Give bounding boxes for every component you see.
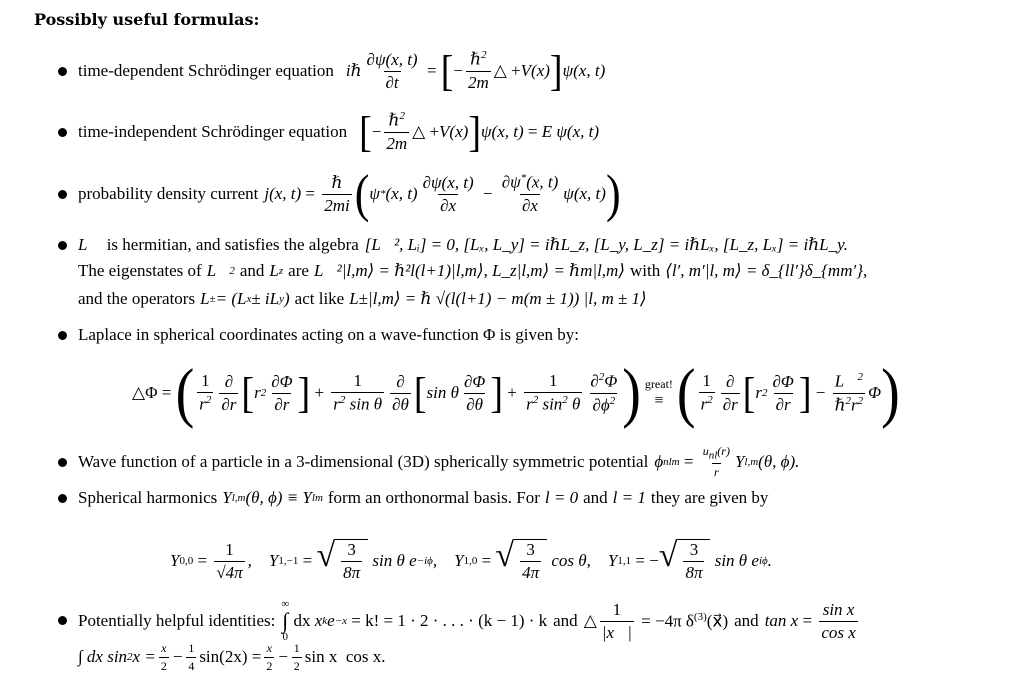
angular-momentum-line-3: and the operators L ± = (L x ± iL y ) act like L±|l,m⟩ = ℏ √(l(l+1) − m(m ± 1)) |l, m ± 1⟩: [78, 289, 647, 308]
bullet-icon: [58, 128, 67, 137]
angular-momentum-line-2: The eigenstates of L⃗ 2 and L z are L⃗²|l,m⟩ = ℏ²l(l+1)|l,m⟩, L_z|l,m⟩ = ℏm|l,m⟩ with ⟨l′, m′|l, m⟩ = δ_{ll′}δ_{mm′},: [78, 261, 868, 280]
item-text: and: [734, 611, 759, 630]
laplace-formula: △Φ = ( $\frac{1}{r^2}$ $\frac{\partial}{\partial r}$ [ r 2 $\frac{\partial\Phi}{\partial r}$ ] + $\frac{1}{r^2 \sin \theta}$ $\frac{\partial}{\partial\theta}$ [ sin θ $\frac{\partial\Phi}{\partial\theta}$ ] + $\frac{1}{r^2 \sin^2 \theta}$ $\frac{\partial^2\Phi}{\partial\phi^2}$ ) great! ≡ ( $\frac{1}{r^2}$ $\frac{\partial}{\partial r}$ [ r 2 $\frac{\partial\Phi}{\partial r}$ ] − $\frac{L⃗^2}{\hbar^2r^2}$ Φ ): [132, 355, 900, 431]
page-title: Possibly useful formulas:: [34, 10, 260, 29]
formula-time-dependent: [78, 48, 605, 94]
helpful-identities: Potentially helpful identities: ∞ ∫ 0 dx x k e −x = k! = 1 · 2 · . . . · (k − 1) · k and △ $\frac{1}{|x⃗|}$ = −4π $\delta^{(3)}(x⃗)$ and tan x = $\frac{\text{sin x}}{\text{cos x}}$: [78, 598, 856, 643]
item-label: time-independent Schrödinger equation: [78, 122, 348, 141]
item-label: time-dependent Schrödinger equation: [78, 61, 334, 80]
formula: L⃗²|l,m⟩ = ℏ²l(l+1)|l,m⟩, L_z|l,m⟩ = ℏm|l,m⟩: [313, 261, 625, 280]
bullet-icon: [58, 494, 67, 503]
item-text: form an orthonormal basis. For: [327, 488, 540, 507]
bullet-icon: [58, 67, 67, 76]
item-label: Laplace in spherical coordinates acting on a wave-function Φ is given by:: [78, 325, 580, 344]
item-text: is hermitian, and satisfies the algebra: [106, 235, 359, 254]
item-text: Potentially helpful identities:: [78, 611, 276, 630]
item-text: The eigenstates of: [78, 261, 202, 280]
formula: ⟨l′, m′|l, m⟩ = δ_{ll′}δ_{mm′},: [665, 261, 868, 280]
item-label: Wave function of a particle in a 3-dimensional (3D) spherically symmetric potential: [78, 452, 649, 471]
spherical-harmonics: Spherical harmonics Y l,m (θ, ϕ) ≡ Y lm form an orthonormal basis. For l = 0 and l = 1 they are given by: [78, 488, 769, 507]
formula-probability-current: [78, 164, 621, 223]
sin-squared-integral: ∫ dx sin 2 x = $\frac{x}{2}$ − $\frac{1}{4}$ sin(2x) = $\frac{x}{2}$ − $\frac{1}{2}$ sin x cos x.: [78, 640, 386, 673]
formula: j(x, t) = $\frac{\text{ℏ}}{2mi}$ ( ψ * (x, t) $\frac{\partial\psi(x, t)}{\partial x}$ − $\frac{\partial\psi^*(x, t)}{\partial x}$ ψ(x, t) ): [264, 164, 621, 223]
item-text: and: [553, 611, 578, 630]
item-text: they are given by: [650, 488, 769, 507]
angular-momentum-line-1: L⃗ is hermitian, and satisfies the algebra [L⃗², Lᵢ] = 0, [Lₓ, L_y] = iℏL_z, [L_y, L_z] = iℏLₓ, [L_z, Lₓ] = iℏL_y.: [78, 235, 848, 254]
great-annotation: great! ≡: [644, 376, 673, 409]
item-text: Spherical harmonics: [78, 488, 218, 507]
item-text: and: [239, 261, 265, 280]
spherical-harmonics-values: Y 0,0 = $\frac{1}{√4\pi}$ , Y 1,−1 = √ $\frac{3}{8\pi}$ sin θ e −iϕ , Y 1,0 = √ $\frac{3}{4\pi}$ cos θ, Y 1,1 = − √ $\frac{3}{8\pi}$ sin θ e iϕ .: [170, 537, 772, 582]
item-text: act like: [294, 289, 345, 308]
bullet-icon: [58, 616, 67, 625]
item-label: probability density current: [78, 184, 259, 203]
formula: L±|l,m⟩ = ℏ √(l(l+1) − m(m ± 1)) |l, m ± 1⟩: [349, 289, 647, 308]
item-text: and: [583, 488, 608, 507]
wave-function-3d: Wave function of a particle in a 3-dimensional (3D) spherically symmetric potential ϕ nlm = $\frac{u_{nl}(r)}{r}$ Y l,m (θ, ϕ).: [78, 444, 800, 479]
bullet-icon: [58, 458, 67, 467]
formula: [L⃗², Lᵢ] = 0, [Lₓ, L_y] = iℏL_z, [L_y, L_z] = iℏLₓ, [L_z, Lₓ] = iℏL_y.: [364, 235, 848, 254]
bullet-icon: [58, 241, 67, 250]
formula-time-independent: [78, 109, 599, 155]
item-text: are: [288, 261, 309, 280]
formula: [ − $\frac{\hbar^2}{2m}$ △ + V(x) ] ψ(x, t) = E ψ(x, t): [359, 107, 600, 157]
item-text: with: [629, 261, 661, 280]
formula: iℏ $\frac{\partial\psi(x, t)}{\partial t}$ = [ − $\frac{\hbar^2}{2m}$ △ + V(x) ] ψ(x, t): [345, 46, 606, 96]
laplace-label: [78, 324, 579, 346]
bullet-icon: [58, 331, 67, 340]
bullet-icon: [58, 190, 67, 199]
item-text: and the operators: [78, 289, 196, 308]
